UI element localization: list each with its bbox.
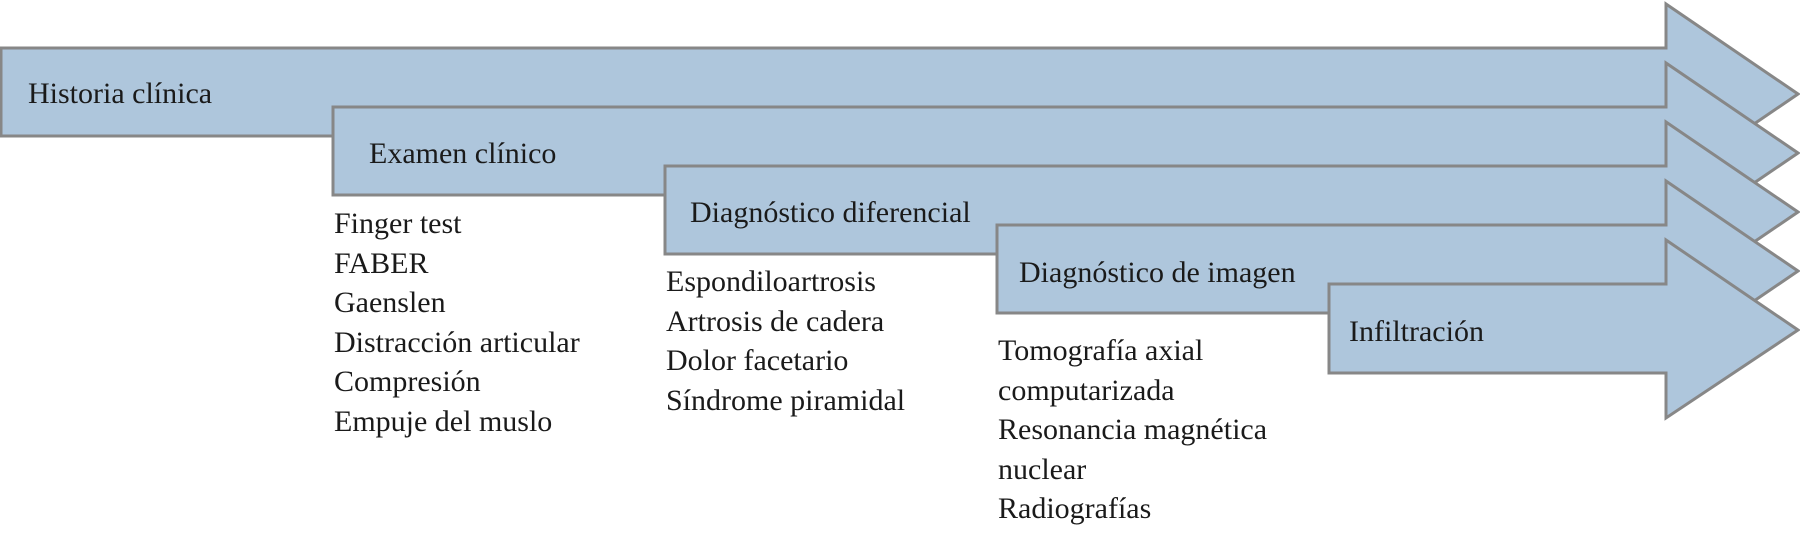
list-item: Dolor facetario (666, 344, 849, 377)
list-item: Síndrome piramidal (666, 383, 906, 417)
list-item: Espondiloartrosis (666, 265, 876, 298)
diagnostico-diferencial-list (666, 262, 905, 420)
list-item: FABER (334, 246, 429, 280)
list-item: Finger test (334, 207, 462, 240)
list-item: Tomografía axial (998, 334, 1204, 367)
list-item: Artrosis de cadera (666, 304, 885, 338)
list-item: computarizada (998, 373, 1175, 407)
diagnostico-imagen-list (998, 331, 1267, 529)
list-item: Radiografías (998, 492, 1152, 525)
examen-clinico-tests-list (334, 204, 580, 441)
stage-label-historia-clinica: Historia clínica (28, 77, 213, 110)
list-item: Empuje del muslo (334, 404, 553, 438)
list-item: Compresión (334, 365, 481, 398)
stage-label-examen-clinico: Examen clínico (369, 137, 557, 170)
stage-label-diagnostico-imagen: Diagnóstico de imagen (1019, 256, 1296, 289)
stage-label-diagnostico-diferencial: Diagnóstico diferencial (690, 196, 971, 229)
list-item: Distracción articular (334, 325, 580, 359)
list-item: Gaenslen (334, 286, 446, 319)
stage-label-infiltracion: Infiltración (1349, 315, 1484, 348)
list-item: Resonancia magnética (998, 413, 1268, 446)
list-item: nuclear (998, 452, 1087, 486)
